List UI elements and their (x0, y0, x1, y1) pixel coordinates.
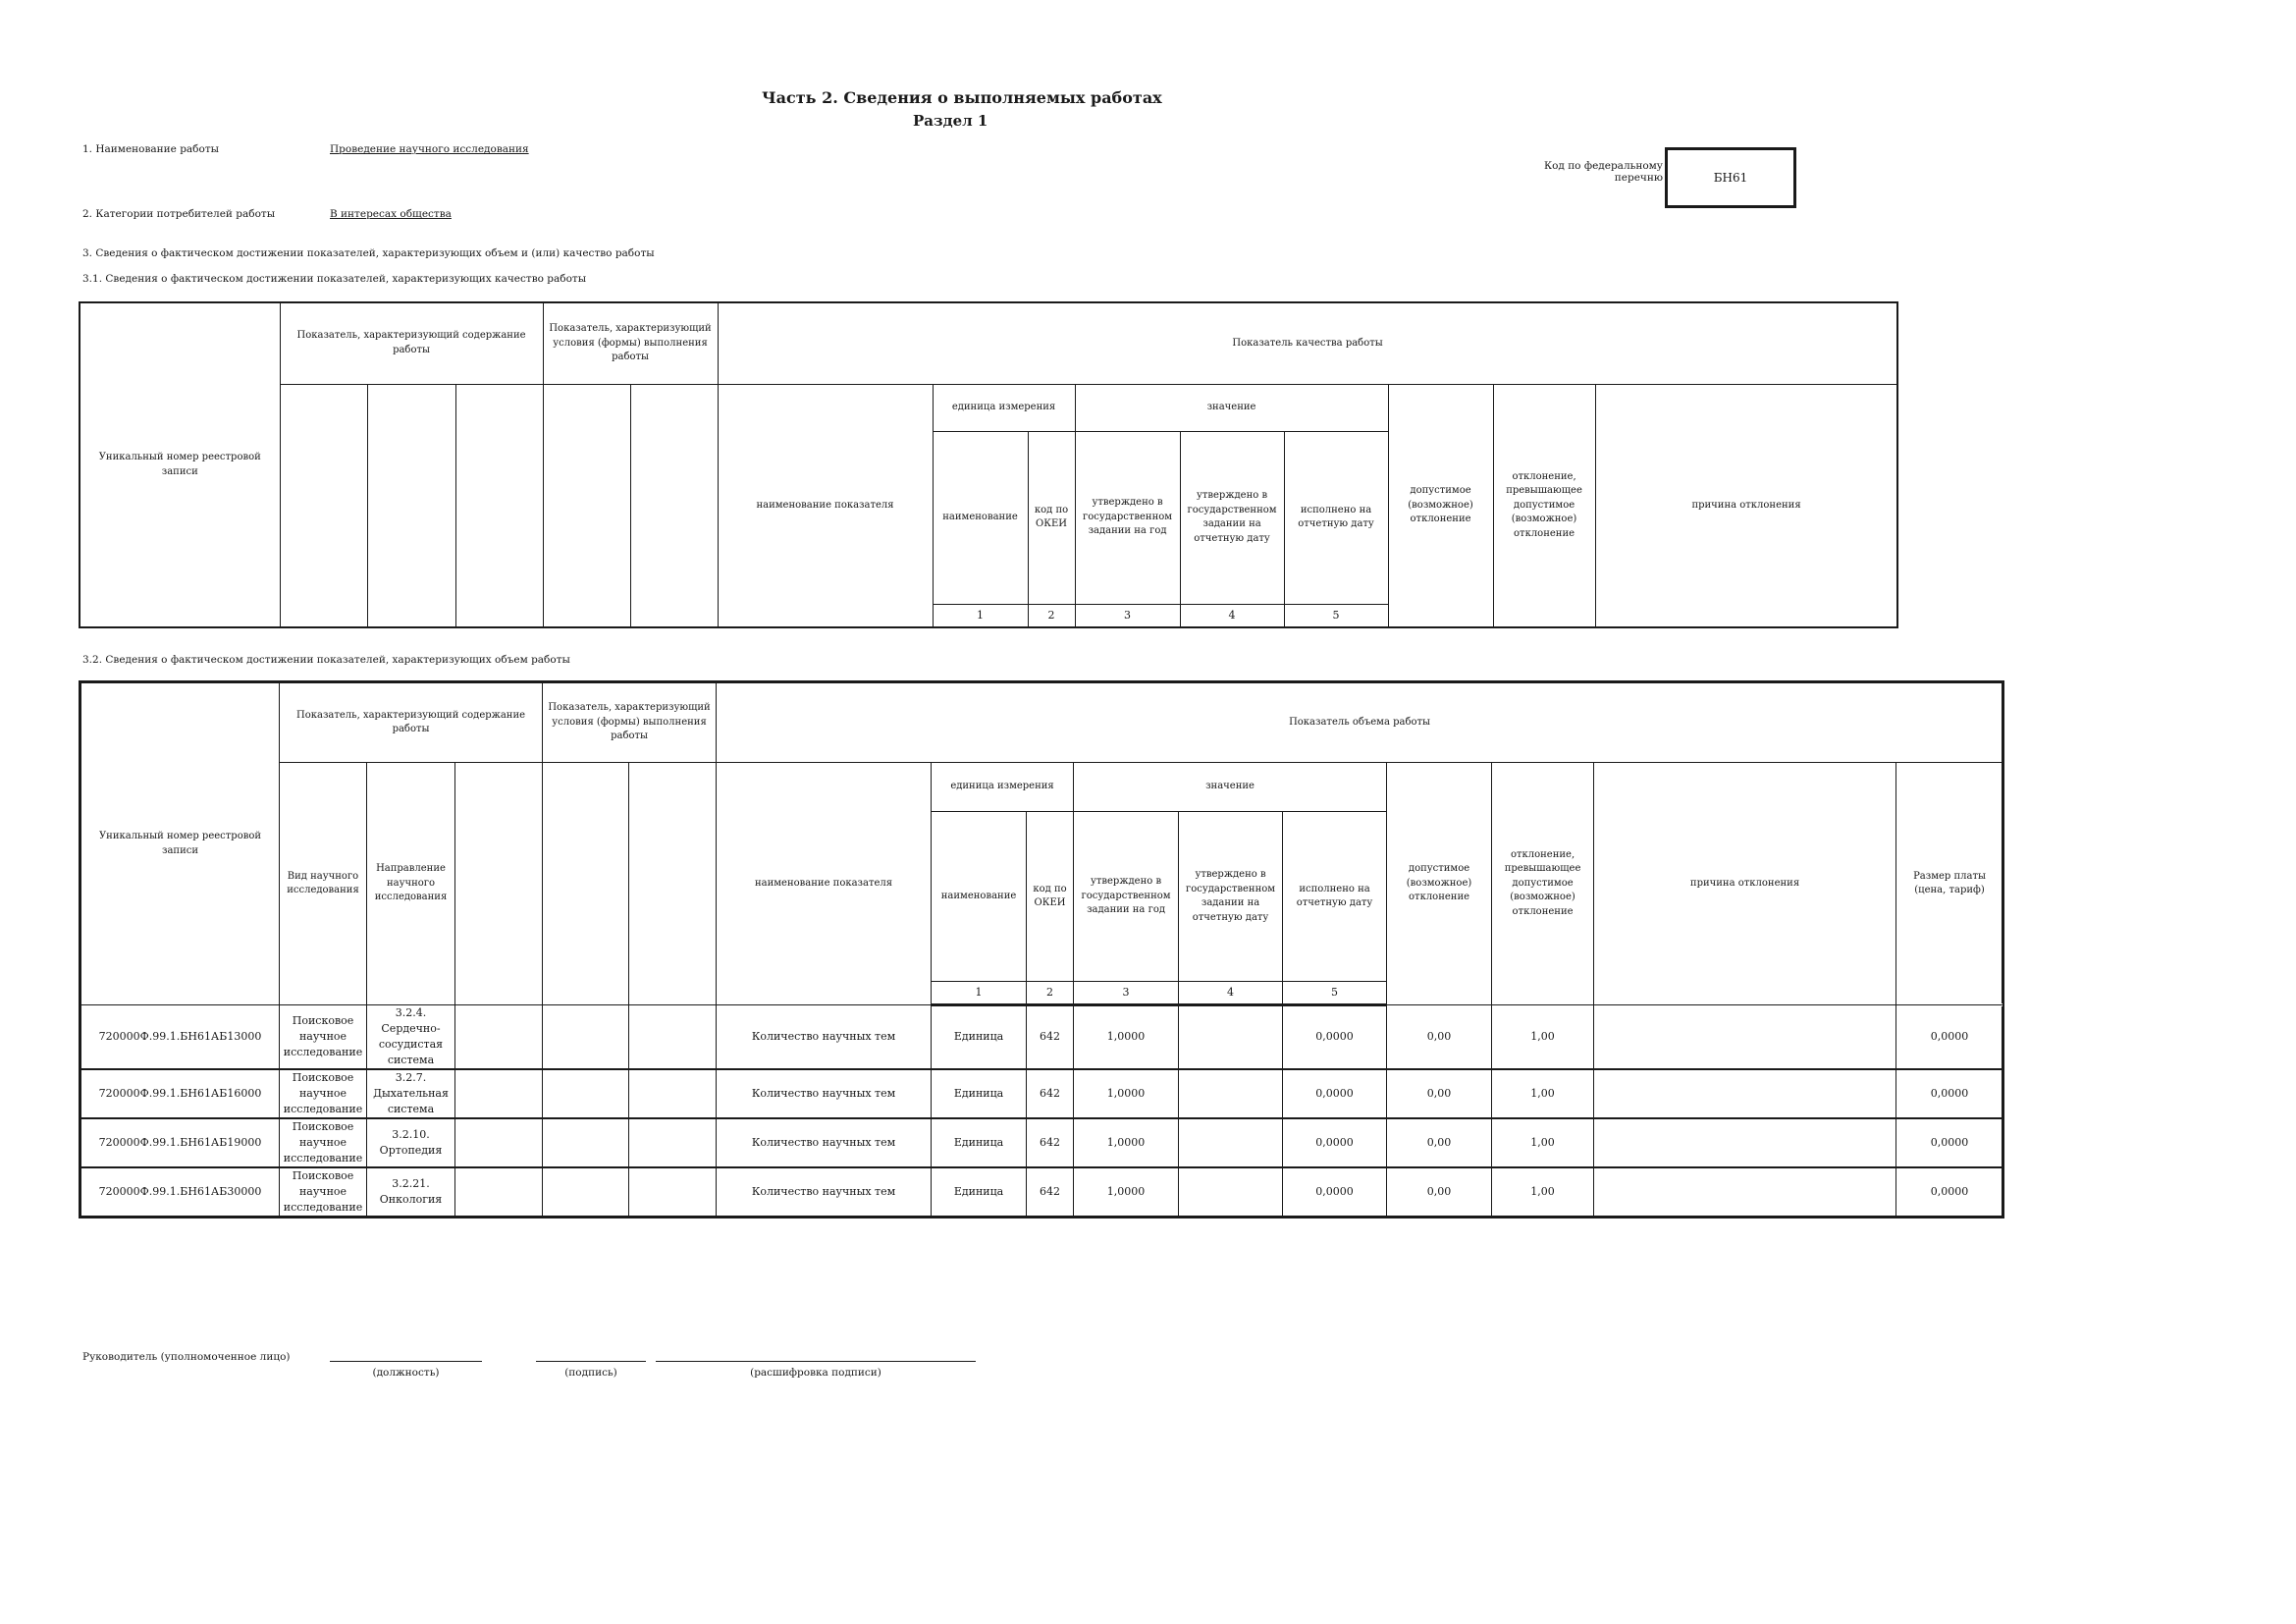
deviation-reason (1594, 1167, 1896, 1218)
header-value: значение (1075, 384, 1388, 431)
research-direction: 3.2.21. Онкология (367, 1167, 455, 1218)
indicator-name: Количество научных тем (717, 1118, 932, 1167)
head-label: Руководитель (уполномоченное лицо) (82, 1351, 291, 1363)
approved-year: 1,0000 (1074, 1005, 1179, 1069)
header-approved-year: утверждено в государственном задании на год (1075, 431, 1180, 604)
unit-name: Единица (932, 1167, 1027, 1218)
consumers-value: В интересах общества (330, 208, 452, 220)
cell-5 (543, 1118, 629, 1167)
header-allowed-deviation: допустимое (возможное) отклонение (1388, 384, 1493, 627)
header-indicator-name: наименование показателя (717, 763, 932, 1005)
header-unique-number: Уникальный номер реестровой записи (80, 302, 280, 627)
deviation-reason (1594, 1118, 1896, 1167)
header-conditions-indicator: Показатель, характеризующий условия (формы) выполнения работы (543, 302, 718, 384)
blank-header-cell (543, 384, 630, 627)
cell-6 (629, 1118, 717, 1167)
section-3-2-heading: 3.2. Сведения о фактическом достижении показателей, характеризующих объем работы (82, 654, 570, 666)
research-type: Поисковое научное исследование (280, 1118, 367, 1167)
okei-code: 642 (1027, 1005, 1074, 1069)
consumers-label: 2. Категории потребителей работы (82, 208, 276, 220)
blank-header-cell (455, 763, 543, 1005)
header-unique-number: Уникальный номер реестровой записи (80, 682, 280, 1005)
table-row (80, 1069, 2003, 1118)
column-number: 1 (933, 604, 1028, 627)
allowed-deviation: 0,00 (1387, 1005, 1492, 1069)
unit-name: Единица (932, 1069, 1027, 1118)
okei-code: 642 (1027, 1118, 1074, 1167)
blank-header-cell (543, 763, 629, 1005)
signature-caption: (подпись) (564, 1367, 617, 1379)
unit-name: Единица (932, 1005, 1027, 1069)
done-value: 0,0000 (1283, 1005, 1387, 1069)
header-okei-code: код по ОКЕИ (1028, 431, 1075, 604)
approved-year: 1,0000 (1074, 1069, 1179, 1118)
header-done: исполнено на отчетную дату (1284, 431, 1388, 604)
header-quality-indicator: Показатель качества работы (718, 302, 1897, 384)
header-approved-year: утверждено в государственном задании на год (1074, 812, 1179, 982)
section-3-1-heading: 3.1. Сведения о фактическом достижении показателей, характеризующих качество работы (82, 273, 587, 285)
header-okei-code: код по ОКЕИ (1027, 812, 1074, 982)
unit-name: Единица (932, 1118, 1027, 1167)
cell-5 (543, 1167, 629, 1218)
indicator-name: Количество научных тем (717, 1069, 932, 1118)
quality-table (79, 301, 1898, 628)
research-direction: 3.2.7. Дыхательная система (367, 1069, 455, 1118)
cell-4 (455, 1069, 543, 1118)
table-row (80, 1167, 2003, 1218)
cell-5 (543, 1069, 629, 1118)
exceeding-deviation: 1,00 (1492, 1118, 1594, 1167)
deviation-reason (1594, 1005, 1896, 1069)
done-value: 0,0000 (1283, 1167, 1387, 1218)
research-direction: 3.2.4. Сердечно-сосудистая система (367, 1005, 455, 1069)
header-unit-name: наименование (932, 812, 1027, 982)
header-value: значение (1074, 763, 1387, 812)
blank-header-cell (280, 384, 367, 627)
research-type: Поисковое научное исследование (280, 1005, 367, 1069)
cell-6 (629, 1167, 717, 1218)
header-unit: единица измерения (933, 384, 1075, 431)
cell-5 (543, 1005, 629, 1069)
header-content-indicator: Показатель, характеризующий содержание работы (280, 682, 543, 763)
column-number: 2 (1028, 604, 1075, 627)
fee-value: 0,0000 (1896, 1167, 2003, 1218)
federal-code-box (1665, 147, 1796, 208)
section-3-heading: 3. Сведения о фактическом достижении показателей, характеризующих объем и (или) качество работы (82, 247, 655, 259)
research-type: Поисковое научное исследование (280, 1167, 367, 1218)
indicator-name: Количество научных тем (717, 1005, 932, 1069)
table-row (80, 1118, 2003, 1167)
decoding-line (656, 1361, 976, 1362)
allowed-deviation: 0,00 (1387, 1167, 1492, 1218)
federal-code-value: БН61 (1713, 171, 1748, 185)
blank-header-cell (629, 763, 717, 1005)
header-approved-date: утверждено в государственном задании на отчетную дату (1180, 431, 1284, 604)
done-value: 0,0000 (1283, 1118, 1387, 1167)
cell-4 (455, 1005, 543, 1069)
deviation-reason (1594, 1069, 1896, 1118)
position-line (330, 1361, 482, 1362)
indicator-name: Количество научных тем (717, 1167, 932, 1218)
registry-number: 720000Ф.99.1.БН61АБ16000 (80, 1069, 280, 1118)
code-label (1512, 160, 1663, 184)
column-number: 4 (1179, 982, 1283, 1005)
registry-number: 720000Ф.99.1.БН61АБ30000 (80, 1167, 280, 1218)
header-research-direction: Направление научного исследования (367, 763, 455, 1005)
signature-line (536, 1361, 646, 1362)
done-value: 0,0000 (1283, 1069, 1387, 1118)
approved-date (1179, 1118, 1283, 1167)
approved-date (1179, 1167, 1283, 1218)
registry-number: 720000Ф.99.1.БН61АБ13000 (80, 1005, 280, 1069)
cell-6 (629, 1005, 717, 1069)
fee-value: 0,0000 (1896, 1118, 2003, 1167)
fee-value: 0,0000 (1896, 1069, 2003, 1118)
decoding-caption: (расшифровка подписи) (750, 1367, 881, 1379)
exceeding-deviation: 1,00 (1492, 1005, 1594, 1069)
work-name-value: Проведение научного исследования (330, 143, 529, 155)
research-type: Поисковое научное исследование (280, 1069, 367, 1118)
header-exceeding-deviation: отклонение, превышающее допустимое (возможное) отклонение (1492, 763, 1594, 1005)
header-done: исполнено на отчетную дату (1283, 812, 1387, 982)
header-conditions-indicator: Показатель, характеризующий условия (формы) выполнения работы (543, 682, 717, 763)
approved-year: 1,0000 (1074, 1167, 1179, 1218)
column-number: 3 (1074, 982, 1179, 1005)
column-number: 3 (1075, 604, 1180, 627)
blank-header-cell (455, 384, 543, 627)
header-deviation-reason: причина отклонения (1594, 763, 1896, 1005)
work-name-label: 1. Наименование работы (82, 143, 219, 155)
position-caption: (должность) (372, 1367, 440, 1379)
header-content-indicator: Показатель, характеризующий содержание работы (280, 302, 543, 384)
allowed-deviation: 0,00 (1387, 1069, 1492, 1118)
blank-header-cell (367, 384, 455, 627)
exceeding-deviation: 1,00 (1492, 1069, 1594, 1118)
header-indicator-name: наименование показателя (718, 384, 933, 627)
table-row (80, 1005, 2003, 1069)
page-title: Часть 2. Сведения о выполняемых работах (762, 88, 1162, 107)
header-unit-name: наименование (933, 431, 1028, 604)
blank-header-cell (630, 384, 718, 627)
header-unit: единица измерения (932, 763, 1074, 812)
section-title: Раздел 1 (913, 112, 988, 130)
cell-4 (455, 1118, 543, 1167)
fee-value: 0,0000 (1896, 1005, 2003, 1069)
column-number: 4 (1180, 604, 1284, 627)
header-allowed-deviation: допустимое (возможное) отклонение (1387, 763, 1492, 1005)
approved-year: 1,0000 (1074, 1118, 1179, 1167)
column-number: 5 (1283, 982, 1387, 1005)
code-label-line-2: перечню (1614, 172, 1663, 184)
header-volume-indicator: Показатель объема работы (717, 682, 2003, 763)
exceeding-deviation: 1,00 (1492, 1167, 1594, 1218)
header-research-type: Вид научного исследования (280, 763, 367, 1005)
cell-6 (629, 1069, 717, 1118)
okei-code: 642 (1027, 1069, 1074, 1118)
header-fee: Размер платы (цена, тариф) (1896, 763, 2003, 1005)
approved-date (1179, 1005, 1283, 1069)
allowed-deviation: 0,00 (1387, 1118, 1492, 1167)
code-label-line-1: Код по федеральному (1543, 160, 1663, 172)
okei-code: 642 (1027, 1167, 1074, 1218)
approved-date (1179, 1069, 1283, 1118)
header-deviation-reason: причина отклонения (1595, 384, 1897, 627)
column-number: 2 (1027, 982, 1074, 1005)
header-exceeding-deviation: отклонение, превышающее допустимое (возможное) отклонение (1493, 384, 1595, 627)
volume-table (79, 680, 2004, 1218)
column-number: 5 (1284, 604, 1388, 627)
research-direction: 3.2.10. Ортопедия (367, 1118, 455, 1167)
cell-4 (455, 1167, 543, 1218)
header-approved-date: утверждено в государственном задании на отчетную дату (1179, 812, 1283, 982)
registry-number: 720000Ф.99.1.БН61АБ19000 (80, 1118, 280, 1167)
column-number: 1 (932, 982, 1027, 1005)
